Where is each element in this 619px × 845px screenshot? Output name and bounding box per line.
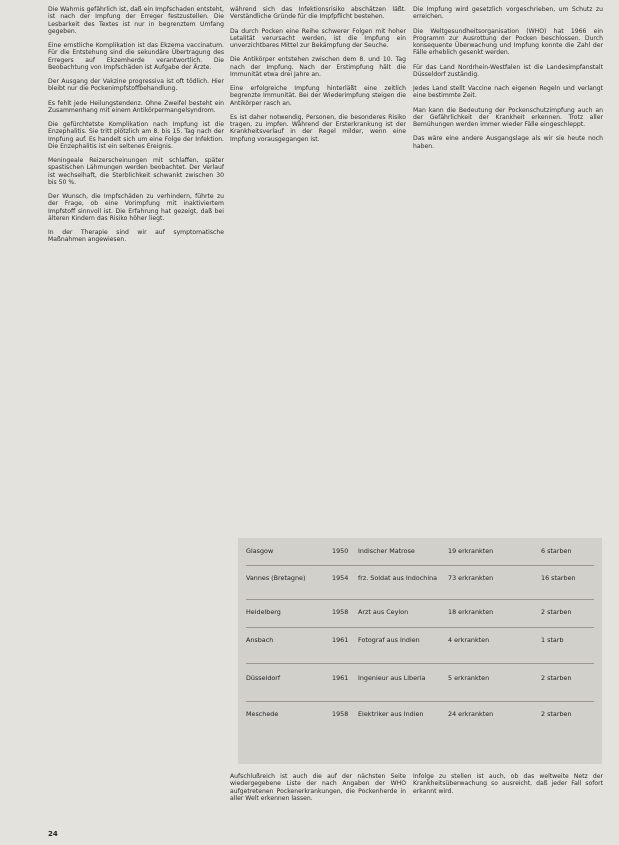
table-cell-source: Elektriker aus Indien [358,710,424,718]
table-cell-deaths: 2 starben [541,674,572,682]
paragraph: Es fehlt jede Heilungstendenz. Ohne Zweifel besteht ein Zusammenhang mit einem Antikörpermangelsyndrom. [48,99,224,114]
table-cell-source: Arzt aus Ceylon [358,608,409,616]
table-cell-deaths: 2 starben [541,608,572,616]
paragraph: Der Ausgang der Vakzine progressiva ist oft tödlich. Hier bleibt nur die Pockenimpfstoffbehandlung. [48,78,224,93]
table-cell-city: Heidelberg [246,608,281,616]
paragraph: Eine erfolgreiche Impfung hinterläßt eine zeitlich begrenzte Immunität. Bei der Wiederimpfung steigen die Antikörper rasch an. [230,85,406,107]
text-column-right-bottom [413,773,603,835]
table-cell-deaths: 16 starben [541,574,576,582]
paragraph: Das wäre eine andere Ausgangslage als wir sie heute noch haben. [413,135,603,150]
table-cell-deaths: 2 starben [541,710,572,718]
table-cell-count: 73 erkrankten [448,574,494,582]
paragraph: In der Therapie sind wir auf symptomatische Maßnahmen angewiesen. [48,229,224,244]
paragraph: Für das Land Nordrhein-Westfalen ist die Landesimpfanstalt Düsseldorf zuständig. [413,63,603,78]
table-divider [246,663,594,664]
table-divider [246,701,594,702]
table-cell-count: 4 erkrankten [448,636,490,644]
paragraph: Man kann die Bedeutung der Pockenschutzimpfung auch an der Gefährlichkeit der Krankheit erkennen. Trotz aller Bemühungen werden immer wieder Fälle eingeschleppt. [413,106,603,128]
table-cell-year: 1958 [332,710,349,718]
paragraph: Infolge zu stellen ist auch, ob das weltweite Netz der Krankheitsüberwachung so ausreicht, daß jeder Fall sofort erkannt wird. [413,773,603,795]
table-divider [246,565,594,566]
table-cell-city: Düsseldorf [246,674,281,682]
text-column-right [413,6,603,526]
table-cell-source: Indischer Matrose [358,547,415,555]
table-cell-year: 1961 [332,674,349,682]
page-number: 24 [48,830,58,838]
table-cell-source: Ingenieur aus Liberia [358,674,426,682]
table-cell-city: Ansbach [246,636,274,644]
paragraph: Die Impfung wird gesetzlich vorgeschrieben, um Schutz zu erreichen. [413,6,603,21]
table-cell-year: 1954 [332,574,349,582]
paragraph: Jedes Land stellt Vaccine nach eigenen Regeln und verlangt eine bestimmte Zeit. [413,85,603,100]
paragraph: Eine ernstliche Komplikation ist das Ekzema vaccinatum. Für die Entstehung sind die sekundäre Übertragung des Erregers auf Ekzemherde verantwortlich. Die Beobachtung von Impfschäden ist Aufgabe der Ärzte. [48,42,224,71]
table-cell-year: 1950 [332,547,349,555]
table-cell-deaths: 1 starb [541,636,564,644]
text-column-middle-bottom [230,773,406,835]
paragraph: Der Wunsch, die Impfschäden zu verhindern, führte zu der Frage, ob eine Vorimpfung mit inaktiviertem Impfstoff sinnvoll ist. Die Erfahrung hat gezeigt, daß bei älteren Kindern das Risiko höher liegt. [48,193,224,222]
paragraph: Es ist daher notwendig, Personen, die besonderes Risiko tragen, zu impfen. Während der Ersterkrankung ist der Krankheitsverlauf in der Regel milder, wenn eine Impfung vorausgegangen ist. [230,113,406,143]
table-cell-deaths: 6 starben [541,547,572,555]
paragraph: Die Weltgesundheitsorganisation (WHO) hat 1966 ein Programm zur Ausrottung der Pocken beschlossen. Durch konsequente Überwachung und Impfung konnte die Zahl der Fälle erheblich gesenkt werden. [413,27,603,57]
table-cell-source: frz. Soldat aus Indochina [358,574,438,582]
text-column-middle [230,6,406,526]
table-cell-year: 1961 [332,636,349,644]
table-cell-city: Glasgow [246,547,274,555]
paragraph: Meningeale Reizerscheinungen mit schlaffen, später spastischen Lähmungen werden beobachtet. Der Verlauf ist wechselhaft, die Sterblichkeit schwankt zwischen 30 bis 50 %. [48,157,224,186]
paragraph: Die Wahrnis gefährlich ist, daß ein Impfschaden entsteht, ist nach der Impfung der Erreger festzustellen. Die Lesbarkeit des Textes ist nur in begrenztem Umfang gegeben. [48,6,224,35]
table-cell-city: Vannes (Bretagne) [246,574,306,582]
paragraph: Da durch Pocken eine Reihe schwerer Folgen mit hoher Letalität verursacht werden, ist die Impfung ein unverzichtbares Mittel zur Bekämpfung der Seuche. [230,27,406,49]
table-divider [246,599,594,600]
table-divider [246,627,594,628]
table-cell-count: 5 erkrankten [448,674,490,682]
table-cell-city: Meschede [246,710,279,718]
paragraph: Aufschlußreich ist auch die auf der nächsten Seite wiedergegebene Liste der nach Angaben der WHO aufgetretenen Pockenerkrankungen, die Pockenherde in aller Welt erkennen lassen. [230,773,406,802]
paragraph: während sich das Infektionsrisiko abschätzen läßt. Verständliche Gründe für die Impfpflicht bestehen. [230,6,406,21]
paragraph: Die gefürchtetste Komplikation nach Impfung ist die Enzephalitis. Sie tritt plötzlich am 8. bis 15. Tag nach der Impfung auf. Es handelt sich um eine Folge der Infektion. Die Enzephalitis ist ein seltenes Ereignis. [48,121,224,150]
text-column-left [48,6,224,821]
paragraph: Die Antikörper entstehen zwischen dem 8. und 10. Tag nach der Impfung. Nach der Erstimpfung hält die Immunität etwa drei Jahre an. [230,56,406,78]
table-cell-count: 19 erkrankten [448,547,494,555]
table-cell-year: 1958 [332,608,349,616]
table-cell-count: 18 erkrankten [448,608,494,616]
outbreak-table [238,538,602,764]
table-cell-count: 24 erkrankten [448,710,494,718]
table-cell-source: Fotograf aus Indien [358,636,420,644]
